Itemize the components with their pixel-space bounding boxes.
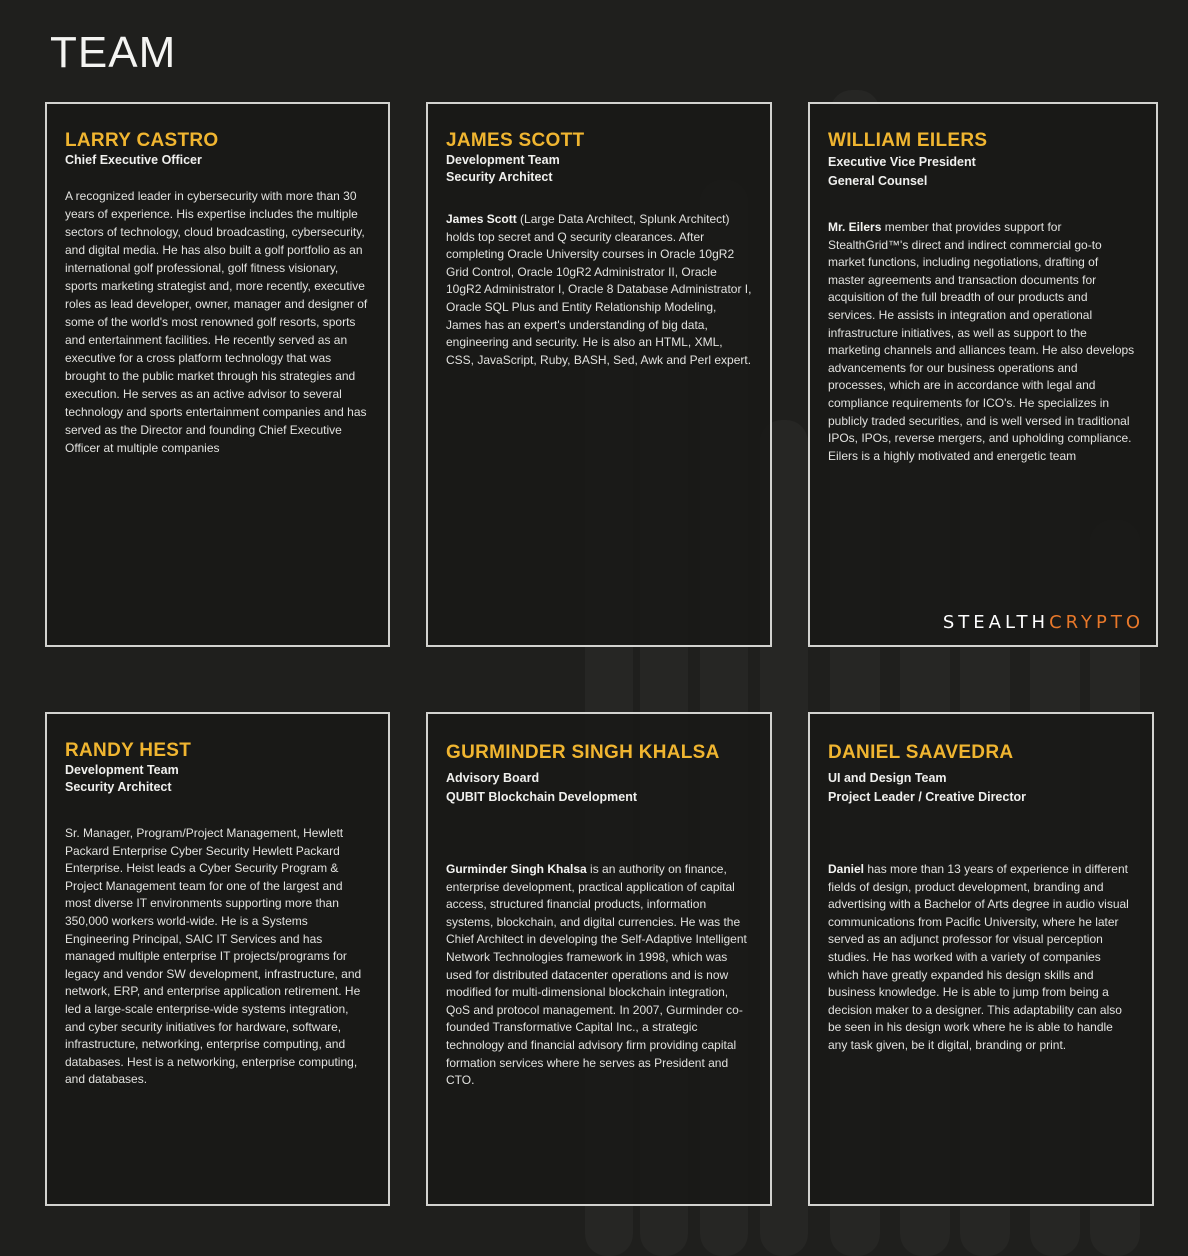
member-bio-text: member that provides support for StealthGrid™'s direct and indirect commercial go-to market functions, including negotiations, drafting of master agreements and transaction documents for acquisition of the full breadth of our products and services. He assists in integration and operational infrastructure initiatives, as well as support to the marketing channels and alliances team. He also develops advancements for our business operations and processes, which are in accordance with legal and compliance requirements for ICO's. He specializes in publicly traded securities, and is well versed in traditional IPOs, IPOs, reverse mergers, and upholding compliance. Eilers is a highly motivated and energetic team xyxy=(828,220,1135,463)
logo-part-crypto: CRYPTO xyxy=(1049,612,1144,633)
member-bio-text: is an authority on finance, enterprise development, practical application of capital access, structured financial products, information systems, blockchain, and digital currencies. He was the Chief Architect in developing the Self-Adaptive Intelligent Network Technologies framework in 1998, which was used for distributed datacenter operations and is now modified for multi-dimensional blockchain integration, QoS and protocol management. In 2007, Gurminder co-founded Transformative Capital Inc., a strategic technology and financial advisory firm providing capital formation services where he serves as President and CTO. xyxy=(446,862,747,1088)
member-name: WILLIAM EILERS xyxy=(828,130,988,151)
team-card-james-scott xyxy=(426,102,772,647)
member-role-secondary: Security Architect xyxy=(446,169,553,184)
member-bio xyxy=(446,861,752,1090)
team-card-william-eilers xyxy=(808,102,1158,647)
team-card-randy-hest xyxy=(45,712,390,1206)
member-role-secondary: Project Leader / Creative Director xyxy=(828,789,1026,804)
member-bio: A recognized leader in cybersecurity with more than 30 years of experience. His expertise includes the multiple sectors of technology, cloud broadcasting, cybersecurity, and digital media. He has also built a golf portfolio as an international golf professional, golf fitness visionary, sports marketing strategist and, more recently, executive roles as lead developer, owner, manager and designer of some of the world's most renowned golf resorts, sports and entertainment facilities. He recently served as an executive for a cross platform technology that was brought to the public market through his strategies and execution. He serves as an active advisor to several technology and sports entertainment companies and has served as the Director and founding Chief Executive Officer at multiple companies xyxy=(65,188,368,455)
member-bio xyxy=(828,861,1134,1055)
member-bio-text: (Large Data Architect, Splunk Architect) holds top secret and Q security clearances. After completing Oracle University courses in Oracle 10gR2 Grid Control, Oracle 10gR2 Administrator II, Oracle 10gR2 Administrator I, Oracle 8 Database Administrator I, Oracle SQL Plus and Entity Relationship Modeling, James has an expert's understanding of big data, engineering and security. He is also an HTML, XML, CSS, JavaScript, Ruby, BASH, Sed, Awk and Perl expert. xyxy=(446,212,752,367)
member-name: DANIEL SAAVEDRA xyxy=(828,742,1014,763)
member-bio-lead: Daniel xyxy=(828,862,865,876)
member-name: GURMINDER SINGH KHALSA xyxy=(446,742,720,763)
member-bio-lead: Mr. Eilers xyxy=(828,220,882,234)
member-role-secondary: Security Architect xyxy=(65,779,172,794)
member-name: LARRY CASTRO xyxy=(65,130,219,151)
member-bio xyxy=(446,211,752,369)
team-card-daniel-saavedra xyxy=(808,712,1154,1206)
member-role-secondary: General Counsel xyxy=(828,173,928,188)
member-role: Chief Executive Officer xyxy=(65,153,202,167)
team-card-larry-castro xyxy=(45,102,390,647)
member-bio-lead: James Scott xyxy=(446,212,517,226)
member-role: Development Team xyxy=(65,763,179,777)
member-role-secondary: QUBIT Blockchain Development xyxy=(446,789,638,804)
page-title: TEAM xyxy=(50,28,177,77)
member-role: Executive Vice President xyxy=(828,155,976,169)
stealthcrypto-logo xyxy=(943,612,1144,633)
member-name: JAMES SCOTT xyxy=(446,130,585,151)
member-role: UI and Design Team xyxy=(828,771,947,785)
member-role: Development Team xyxy=(446,153,560,167)
team-card-gurminder-singh-khalsa xyxy=(426,712,772,1206)
member-bio-lead: Gurminder Singh Khalsa xyxy=(446,862,587,876)
member-role: Advisory Board xyxy=(446,771,540,785)
member-bio: Sr. Manager, Program/Project Management, Hewlett Packard Enterprise Cyber Security Hewlett Packard Enterprise. Heist leads a Cyber Security Program & Project Management team for one of the largest and most diverse IT environments supporting more than 350,000 workers world-wide. He is a Systems Engineering Principal, SAIC IT Services and has managed multiple enterprise IT projects/programs for legacy and vendor SW development, infrastructure, and network, ERP, and enterprise application retirement. He led a large-scale enterprise-wide systems integration, and cyber security initiatives for hardware, software, infrastructure, networking, enterprise computing, and databases. Hest is a networking, enterprise computing, and databases. xyxy=(65,826,362,1087)
member-name: RANDY HEST xyxy=(65,740,192,761)
logo-part-stealth: STEALTH xyxy=(942,612,1050,633)
member-bio xyxy=(828,219,1138,465)
member-bio-text: has more than 13 years of experience in different fields of design, product development, branding and advertising with a Bachelor of Arts degree in audio visual communications from Pacific University, where he later served as an adjunct professor for visual perception studies. He has worked with a variety of companies which have greatly expanded his design skills and business knowledge. He is able to jump from being a decision maker to a designer. This adaptability can also be seen in his design work where he is able to handle any task given, be it digital, branding or print. xyxy=(828,862,1129,1052)
